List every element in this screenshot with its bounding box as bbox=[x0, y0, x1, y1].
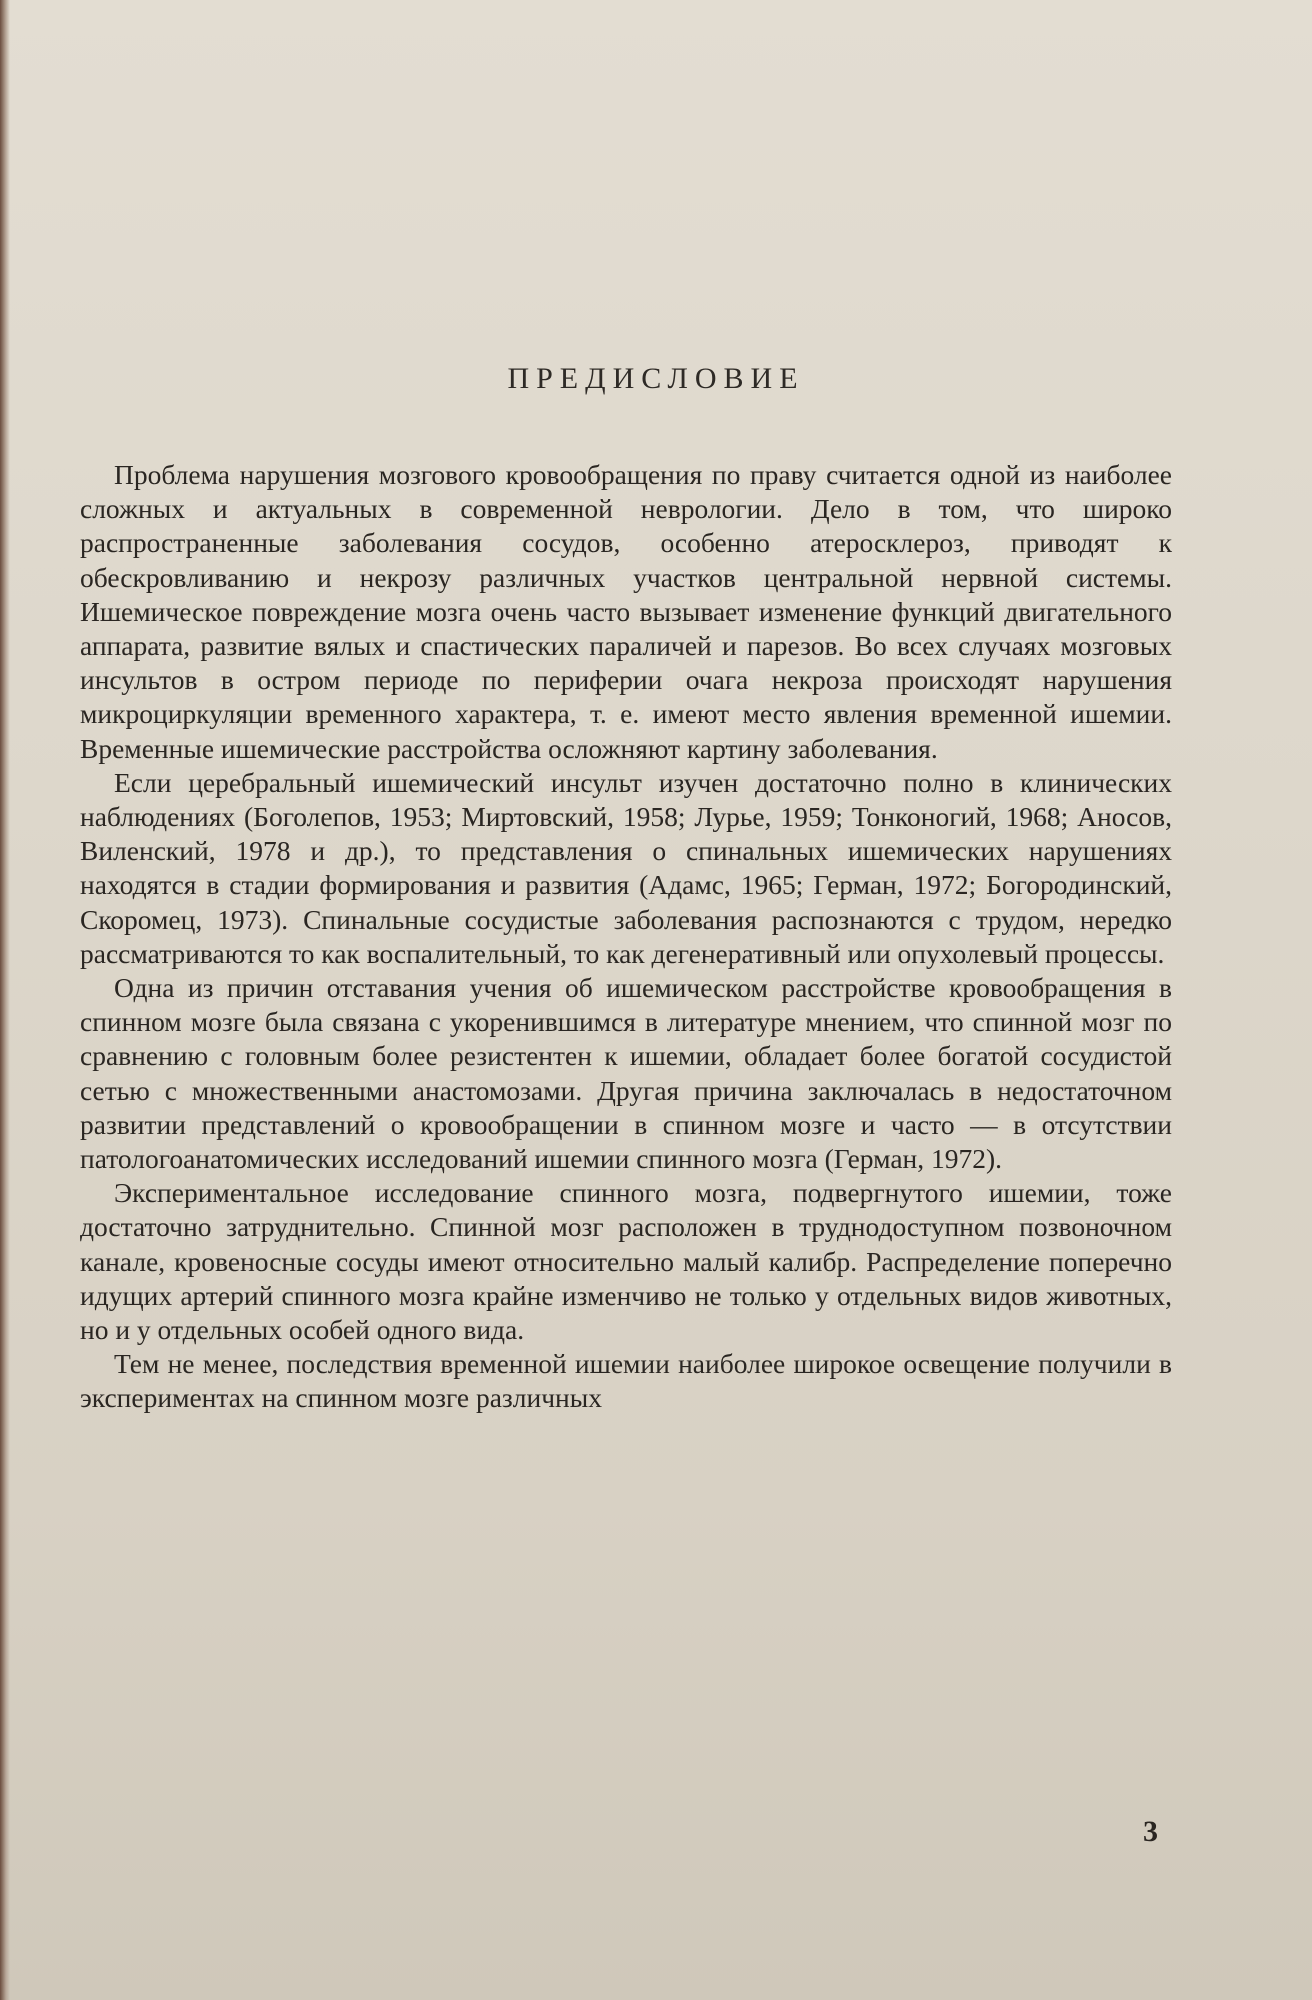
paragraph-5: Тем не менее, последствия временной ишемии наиболее широкое освещение получили в экспериментах на спинном мозге различных bbox=[80, 1348, 1172, 1414]
page-spine-shadow bbox=[0, 0, 10, 2000]
paragraph-1: Проблема нарушения мозгового кровообращения по праву считается одной из наиболее сложных и актуальных в современной неврологии. Дело в том, что широко распространенные заболевания сосудов, особенно атеросклероз, приводят к обескровливанию и некрозу различных участков центральной нервной системы. Ишемическое повреждение мозга очень часто вызывает изменение функций двигательного аппарата, развитие вялых и спастических параличей и парезов. Во всех случаях мозговых инсультов в остром периоде по периферии очага некроза происходят нарушения микроциркуляции временного характера, т. е. имеют место явления временной ишемии. Временные ишемические расстройства осложняют картину заболевания. bbox=[80, 459, 1172, 764]
paragraph-4: Экспериментальное исследование спинного мозга, подвергнутого ишемии, тоже достаточно затруднительно. Спинной мозг расположен в труднодоступном позвоночном канале, кровеносные сосуды имеют относительно малый калибр. Распределение поперечно идущих артерий спинного мозга крайне изменчиво не только у отдельных видов животных, но и у отдельных особей одного вида. bbox=[80, 1177, 1172, 1346]
paragraph-3: Одна из причин отставания учения об ишемическом расстройстве кровообращения в спинном мозге была связана с укоренившимся в литературе мнением, что спинной мозг по сравнению с головным более резистентен к ишемии, обладает более богатой сосудистой сетью с множественными анастомозами. Другая причина заключалась в недостаточном развитии представлений о кровообращении в спинном мозге и часто — в отсутствии патологоанатомических исследований ишемии спинного мозга (Герман, 1972). bbox=[80, 972, 1172, 1175]
page-title: ПРЕДИСЛОВИЕ bbox=[507, 362, 805, 395]
page-number: 3 bbox=[1143, 1815, 1158, 1848]
body-text bbox=[80, 458, 1172, 1416]
paragraph-2: Если церебральный ишемический инсульт изучен достаточно полно в клинических наблюдениях (Боголепов, 1953; Миртовский, 1958; Лурье, 1959; Тонконогий, 1968; Аносов, Виленский, 1978 и др.), то представления о спинальных ишемических нарушениях находятся в стадии формирования и развития (Адамс, 1965; Герман, 1972; Богородинский, Скоромец, 1973). Спинальные сосудистые заболевания распознаются с трудом, нередко рассматриваются то как воспалительный, то как дегенеративный или опухолевый процессы. bbox=[80, 766, 1172, 969]
